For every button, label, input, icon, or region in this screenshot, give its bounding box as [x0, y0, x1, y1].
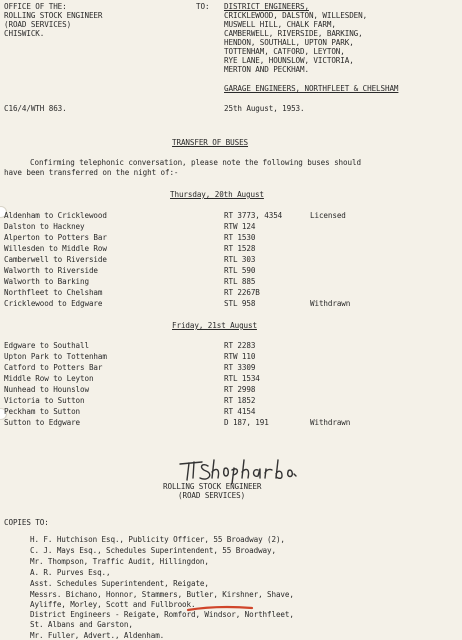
document-title: TRANSFER OF BUSES [172, 138, 249, 147]
vehicle-cell: D 187, 191 [224, 418, 269, 427]
to-line: CRICKLEWOOD, DALSTON, WILLESDEN, [224, 11, 368, 20]
vehicle-cell: RTL 1534 [224, 374, 260, 383]
vehicle-cell: RT 1852 [224, 396, 256, 405]
from-line: ROLLING STOCK ENGINEER [4, 11, 103, 20]
vehicle-cell: RT 2998 [224, 385, 256, 394]
note-cell: Withdrawn [310, 418, 351, 427]
section-heading: Thursday, 20th August [170, 190, 264, 199]
intro-line: have been transferred on the night of:- [4, 168, 179, 177]
to-line: RYE LANE, HOUNSLOW, VICTORIA, [224, 56, 354, 65]
to-line: MERTON AND PECKHAM. [224, 65, 309, 74]
route-cell: Upton Park to Tottenham [4, 352, 107, 361]
copies-line: Asst. Schedules Superintendent, Reigate, [30, 579, 209, 588]
section-heading: Friday, 21st August [172, 321, 257, 330]
vehicle-cell: RTL 885 [224, 277, 256, 286]
red-pen-mark [186, 604, 256, 614]
copies-line: Mr. Fuller, Advert., Aldenham. [30, 631, 165, 640]
vehicle-cell: RTL 303 [224, 255, 256, 264]
from-line: OFFICE OF THE: [4, 2, 67, 11]
to-line: GARAGE ENGINEERS, NORTHFLEET & CHELSHAM [224, 84, 399, 93]
copies-line: C. J. Mays Esq., Schedules Superintendent, 55 Broadway, [30, 546, 276, 555]
route-cell: Walworth to Barking [4, 277, 89, 286]
reference-number: C16/4/WTH 863. [4, 104, 67, 113]
route-cell: Edgware to Southall [4, 341, 89, 350]
signatory-department: (ROAD SERVICES) [178, 491, 246, 500]
document-date: 25th August, 1953. [224, 104, 305, 113]
route-cell: Catford to Potters Bar [4, 363, 103, 372]
copies-line: St. Albans and Garston, [30, 620, 133, 629]
signatory-title: ROLLING STOCK ENGINEER [163, 482, 262, 491]
route-cell: Northfleet to Chelsham [4, 288, 103, 297]
route-cell: Peckham to Sutton [4, 407, 81, 416]
to-line: DISTRICT ENGINEERS, [224, 2, 309, 11]
copies-line: Mr. Thompson, Traffic Audit, Hillingdon, [30, 557, 209, 566]
vehicle-cell: RT 2267B [224, 288, 260, 297]
vehicle-cell: RT 1530 [224, 233, 256, 242]
copies-line: A. R. Purves Esq., [30, 568, 111, 577]
vehicle-cell: RTL 590 [224, 266, 256, 275]
route-cell: Camberwell to Riverside [4, 255, 107, 264]
to-line: HENDON, SOUTHALL, UPTON PARK, [224, 38, 354, 47]
route-cell: Walworth to Riverside [4, 266, 98, 275]
from-line: (ROAD SERVICES) [4, 20, 72, 29]
copies-line: District Engineers - Reigate, Romford, Windsor, Northfleet, [30, 610, 294, 619]
vehicle-cell: RT 3309 [224, 363, 256, 372]
vehicle-cell: RTW 110 [224, 352, 256, 361]
vehicle-cell: RTW 124 [224, 222, 256, 231]
copies-line: Ayliffe, Morley, Scott and Fullbrook. [30, 600, 196, 609]
route-cell: Willesden to Middle Row [4, 244, 107, 253]
route-cell: Aldenham to Cricklewood [4, 211, 107, 220]
from-line: CHISWICK. [4, 29, 45, 38]
note-cell: Withdrawn [310, 299, 351, 308]
vehicle-cell: RT 4154 [224, 407, 256, 416]
copies-line: H. F. Hutchison Esq., Publicity Officer, 55 Broadway (2), [30, 535, 285, 544]
route-cell: Nunhead to Hounslow [4, 385, 89, 394]
vehicle-cell: STL 958 [224, 299, 256, 308]
copies-line: Messrs. Bichano, Honnor, Stammers, Butler, Kirshner, Shave, [30, 590, 294, 599]
vehicle-cell: RT 2283 [224, 341, 256, 350]
to-line: MUSWELL HILL, CHALK FARM, [224, 20, 336, 29]
route-cell: Dalston to Hackney [4, 222, 85, 231]
to-line: TOTTENHAM, CATFORD, LEYTON, [224, 47, 345, 56]
to-label: TO: [196, 2, 210, 11]
handwritten-signature [178, 456, 298, 484]
vehicle-cell: RT 1528 [224, 244, 256, 253]
route-cell: Victoria to Sutton [4, 396, 85, 405]
copies-label: COPIES TO: [4, 518, 49, 527]
route-cell: Sutton to Edgware [4, 418, 81, 427]
to-line: CAMBERWELL, RIVERSIDE, BARKING, [224, 29, 363, 38]
route-cell: Alperton to Potters Bar [4, 233, 107, 242]
intro-line: Confirming telephonic conversation, please note the following buses should [30, 158, 361, 167]
route-cell: Cricklewood to Edgware [4, 299, 103, 308]
route-cell: Middle Row to Leyton [4, 374, 94, 383]
note-cell: Licensed [310, 211, 346, 220]
vehicle-cell: RT 3773, 4354 [224, 211, 283, 220]
